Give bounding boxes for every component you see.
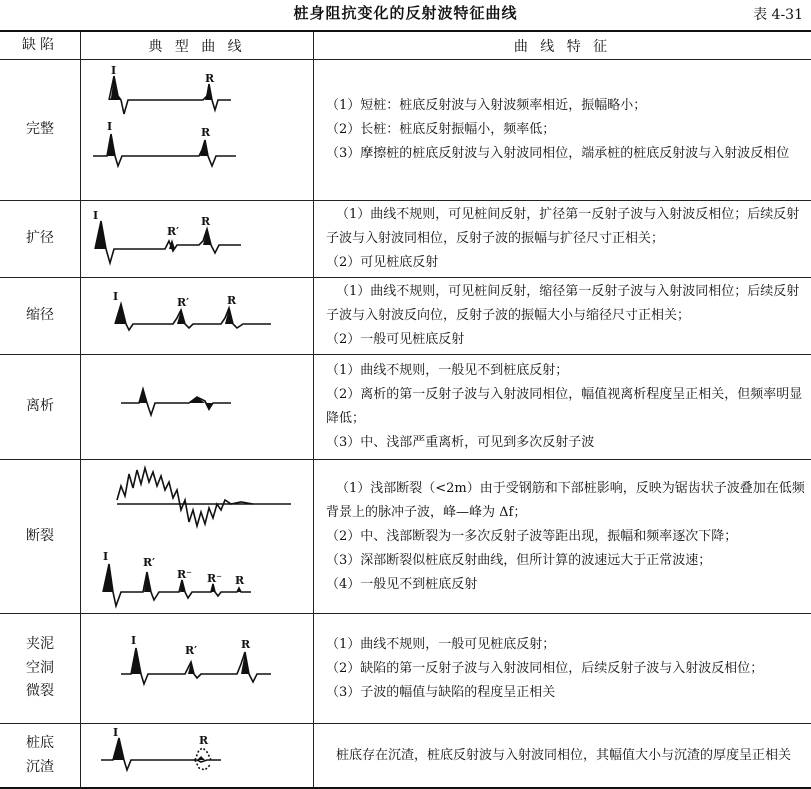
feature-line: （1）曲线不规则，可见桩间反射，缩径第一反射子波与入射波同相位；后续反射子波与入射波反向位，反射子波的振幅大小与缩径尺寸正相关；	[326, 280, 807, 328]
waveform-expansion	[81, 201, 313, 277]
feature-line: （3）子波的幅值与缺陷的程度呈正相关	[326, 681, 807, 705]
defect-line: 沉渣	[0, 756, 80, 780]
curve-cell	[81, 355, 314, 460]
curve-label: R⁻	[207, 572, 222, 585]
curve-label: R	[201, 126, 211, 139]
feature-line: （2）中、浅部断裂为一多次反射子波等距出现，振幅和频率逐次下降；	[326, 525, 807, 549]
feature-line: 桩底存在沉渣，桩底反射波与入射波同相位，其幅值大小与沉渣的厚度呈正相关	[326, 744, 807, 768]
header-row	[0, 31, 811, 60]
curve-cell	[81, 614, 314, 724]
features-cell	[314, 60, 811, 201]
header-defect: 缺陷	[0, 31, 81, 60]
curve-label: R	[205, 72, 215, 85]
curve-cell	[81, 278, 314, 355]
feature-line: （3）中、浅部严重离析，可见到多次反射子波	[326, 431, 807, 455]
curve-label: I	[131, 634, 136, 647]
features-cell	[314, 724, 811, 789]
waveform-inclusion	[81, 614, 313, 723]
feature-line: （1）短桩：桩底反射波与入射波频率相近，振幅略小；	[326, 94, 807, 118]
defect-line: 桩底	[0, 732, 80, 756]
feature-line: （2）可见桩底反射	[326, 251, 807, 275]
curve-cell	[81, 460, 314, 614]
curve-label: R′	[177, 296, 189, 309]
table-number: 表 4-31	[753, 4, 803, 24]
features-cell	[314, 614, 811, 724]
curve-label: R′	[143, 556, 155, 569]
table-row	[0, 724, 811, 789]
table-row	[0, 278, 811, 355]
feature-line: （1）曲线不规则，一般可见桩底反射；	[326, 633, 807, 657]
table-row	[0, 201, 811, 278]
segregation-trough	[205, 403, 213, 411]
curve-label: R	[241, 638, 251, 651]
feature-line: （2）离析的第一反射子波与入射波同相位，幅值视离析程度呈正相关，但频率明显降低；	[326, 383, 807, 431]
waveform-intact	[81, 60, 313, 200]
feature-line: （2）一般可见桩底反射	[326, 328, 807, 352]
defect-line: 夹泥	[0, 633, 80, 657]
reflection-wave-table	[0, 30, 811, 789]
curve-label: R	[199, 734, 209, 747]
curve-label: R′	[185, 644, 197, 657]
feature-line: （2）缺陷的第一反射子波与入射波同相位，后续反射子波与入射波反相位；	[326, 657, 807, 681]
table-row	[0, 60, 811, 201]
waveform-necking	[81, 278, 313, 354]
table-row	[0, 460, 811, 614]
curve-label: I	[93, 209, 98, 222]
curve-label: I	[107, 120, 112, 133]
waveform-segregation	[81, 355, 313, 459]
features-cell	[314, 201, 811, 278]
header-features: 曲 线 特 征	[314, 31, 811, 60]
feature-line: （1）曲线不规则，一般见不到桩底反射；	[326, 359, 807, 383]
curve-label: R′	[167, 225, 179, 238]
table-row	[0, 355, 811, 460]
feature-line: （1）浅部断裂（<2m）由于受钢筋和下部桩影响，反映为锯齿状子波叠加在低频背景上的脉冲子波，峰—峰为 Δf；	[326, 477, 807, 525]
curve-label: R	[235, 574, 245, 587]
defect-cell: 扩径	[0, 201, 81, 278]
curve-label: R⁻	[177, 568, 192, 581]
feature-line: （4）一般见不到桩底反射	[326, 573, 807, 597]
trace	[121, 389, 231, 415]
curve-label: R	[201, 215, 211, 228]
curve-label: I	[111, 64, 116, 77]
defect-cell: 缩径	[0, 278, 81, 355]
defect-cell: 完整	[0, 60, 81, 201]
features-cell	[314, 355, 811, 460]
defect-cell	[0, 724, 81, 789]
defect-cell: 断裂	[0, 460, 81, 614]
features-cell	[314, 460, 811, 614]
trace	[115, 304, 271, 330]
defect-line: 空洞	[0, 657, 80, 681]
bottom-peak	[197, 756, 205, 760]
feature-line: （2）长桩：桩底反射振幅小，频率低；	[326, 118, 807, 142]
curve-label: I	[113, 290, 118, 303]
trace-long-pile	[93, 134, 236, 166]
feature-line: （3）深部断裂似桩底反射曲线，但所计算的波速远大于正常波速；	[326, 549, 807, 573]
waveform-fracture	[81, 460, 313, 613]
curve-cell	[81, 724, 314, 789]
curve-label: R	[227, 294, 237, 307]
defect-cell: 离析	[0, 355, 81, 460]
curve-label: I	[113, 726, 118, 739]
sawtooth-trace	[117, 468, 253, 526]
curve-cell	[81, 201, 314, 278]
feature-line: （3）摩擦桩的桩底反射波与入射波同相位，端承桩的桩底反射波与入射波反相位	[326, 142, 807, 166]
defect-line: 微裂	[0, 680, 80, 704]
defect-cell	[0, 614, 81, 724]
table-row	[0, 614, 811, 724]
header-curve: 典 型 曲 线	[81, 31, 314, 60]
curve-label: I	[103, 550, 108, 563]
features-cell	[314, 278, 811, 355]
page-title: 桩身阻抗变化的反射波特征曲线	[0, 2, 811, 23]
waveform-sediment	[81, 724, 313, 787]
feature-line: （1）曲线不规则，可见桩间反射，扩径第一反射子波与入射波反相位；后续反射子波与入射波同相位，反射子波的振幅与扩径尺寸正相关；	[326, 203, 807, 251]
curve-cell	[81, 60, 314, 201]
